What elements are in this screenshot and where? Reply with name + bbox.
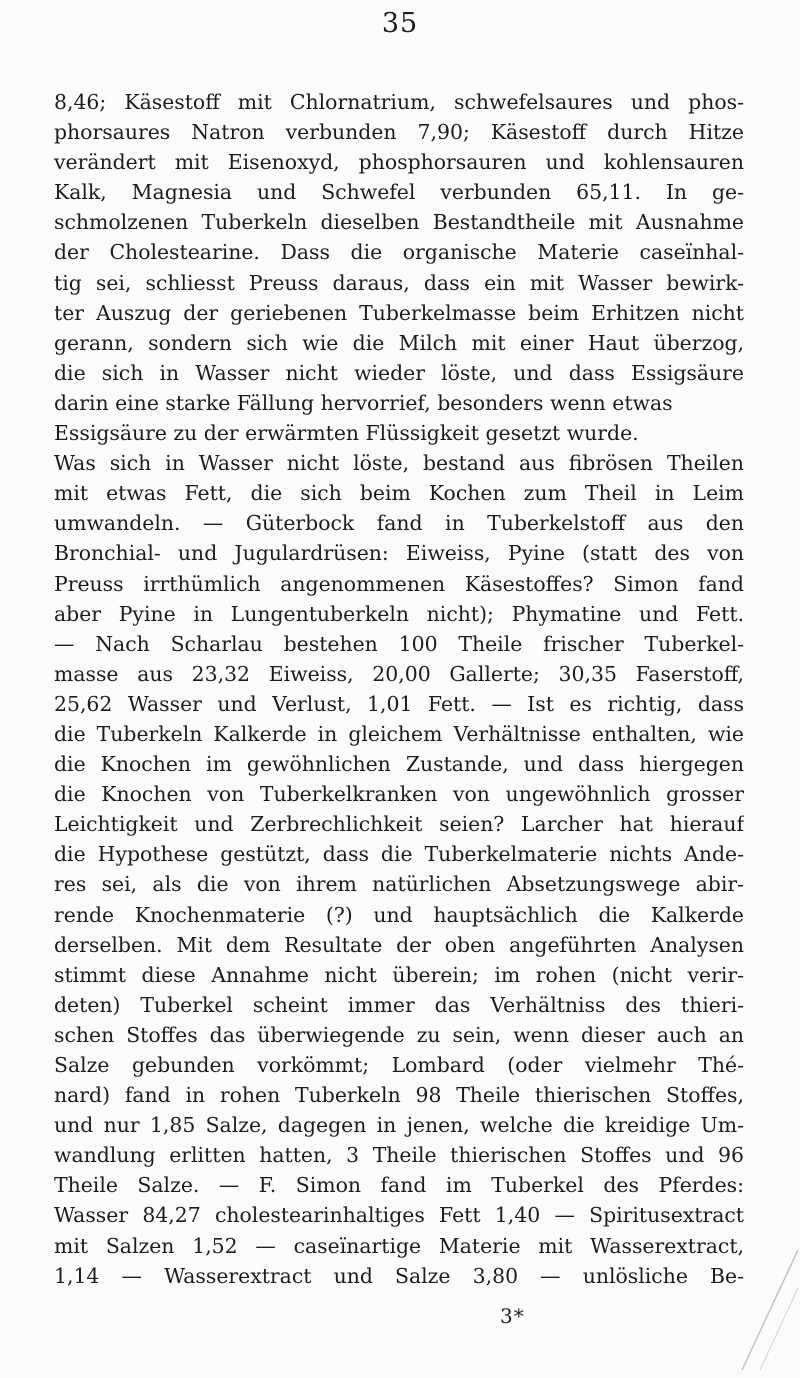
text-line: deten) Tuberkel scheint immer das Verhältniss des thieri- <box>54 992 744 1017</box>
page-number: 35 <box>381 8 419 39</box>
text-line: Salze gebunden vorkömmt; Lombard (oder vielmehr Thé- <box>54 1053 744 1077</box>
text-line: mit etwas Fett, die sich beim Kochen zum Theil in Leim <box>54 481 744 506</box>
body-text <box>54 87 744 1291</box>
text-line: Theile Salze. — F. Simon fand im Tuberkel des Pferdes: <box>54 1173 744 1198</box>
text-line: ter Auszug der geriebenen Tuberkelmasse beim Erhitzen nicht <box>54 300 744 325</box>
text-line: derselben. Mit dem Resultate der oben angeführten Analysen <box>54 932 744 957</box>
text-line: mit Salzen 1,52 — caseïnartige Materie mit Wasserextract, <box>54 1233 744 1258</box>
text-line: res sei, als die von ihrem natürlichen Absetzungswege abir- <box>54 872 744 897</box>
text-line: Bronchial- und Jugulardrüsen: Eiweiss, Pyine (statt des von <box>54 541 744 566</box>
text-line: die Knochen von Tuberkelkranken von ungewöhnlich grosser <box>54 782 744 807</box>
text-line: Wasser 84,27 cholestearinhaltiges Fett 1,40 — Spiritusextract <box>54 1203 744 1228</box>
text-line: phorsaures Natron verbunden 7,90; Käsestoff durch Hitze <box>54 120 744 145</box>
text-line: gerann, sondern sich wie die Milch mit einer Haut überzog, <box>54 330 744 355</box>
page-corner-mark <box>720 1248 800 1378</box>
text-line: aber Pyine in Lungentuberkeln nicht); Phymatine und Fett. <box>54 601 744 626</box>
text-line: der Cholestearine. Dass die organische Materie caseïnhal- <box>54 240 744 265</box>
text-line: wandlung erlitten hatten, 3 Theile thierischen Stoffes und 96 <box>54 1143 744 1168</box>
signature-mark: 3* <box>500 1304 525 1328</box>
text-line: schmolzenen Tuberkeln dieselben Bestandtheile mit Ausnahme <box>54 210 744 235</box>
text-line: umwandeln. — Güterbock fand in Tuberkelstoff aus den <box>54 511 744 536</box>
text-line: masse aus 23,32 Eiweiss, 20,00 Gallerte; 30,35 Faserstoff, <box>54 661 744 686</box>
text-line: Essigsäure zu der erwärmten Flüssigkeit gesetzt wurde. <box>54 421 639 446</box>
text-line: die sich in Wasser nicht wieder löste, und dass Essigsäure <box>54 360 744 385</box>
text-line: tig sei, schliesst Preuss daraus, dass ein mit Wasser bewirk- <box>54 270 744 295</box>
text-line: stimmt diese Annahme nicht überein; im rohen (nicht verir- <box>54 962 744 987</box>
text-line: die Hypothese gestützt, dass die Tuberkelmaterie nichts Ande- <box>54 842 744 867</box>
text-line: verändert mit Eisenoxyd, phosphorsauren und kohlensauren <box>54 150 744 175</box>
text-line: Leichtigkeit und Zerbrechlichkeit seien? Larcher hat hierauf <box>54 812 744 837</box>
text-line: 25,62 Wasser und Verlust, 1,01 Fett. — Ist es richtig, dass <box>54 691 744 716</box>
text-line: rende Knochenmaterie (?) und hauptsächlich die Kalkerde <box>54 902 744 927</box>
text-line: Preuss irrthümlich angenommenen Käsestoffes? Simon fand <box>54 571 744 596</box>
text-line: 1,14 — Wasserextract und Salze 3,80 — unlösliche Be- <box>54 1263 744 1288</box>
text-line: schen Stoffes das überwiegende zu sein, wenn dieser auch an <box>54 1022 744 1047</box>
text-line: darin eine starke Fällung hervorrief, besonders wenn etwas <box>54 390 673 415</box>
text-line: 8,46; Käsestoff mit Chlornatrium, schwefelsaures und phos- <box>54 90 744 114</box>
text-line: Kalk, Magnesia und Schwefel verbunden 65,11. In ge- <box>54 180 744 205</box>
text-line: die Knochen im gewöhnlichen Zustande, und dass hiergegen <box>54 752 744 777</box>
text-line: die Tuberkeln Kalkerde in gleichem Verhältnisse enthalten, wie <box>54 721 744 746</box>
text-line: Was sich in Wasser nicht löste, bestand aus fibrösen Theilen <box>54 451 744 476</box>
text-line: — Nach Scharlau bestehen 100 Theile frischer Tuberkel- <box>54 631 744 656</box>
text-line: und nur 1,85 Salze, dagegen in jenen, welche die kreidige Um- <box>54 1113 744 1138</box>
text-line: nard) fand in rohen Tuberkeln 98 Theile thierischen Stoffes, <box>54 1083 744 1108</box>
